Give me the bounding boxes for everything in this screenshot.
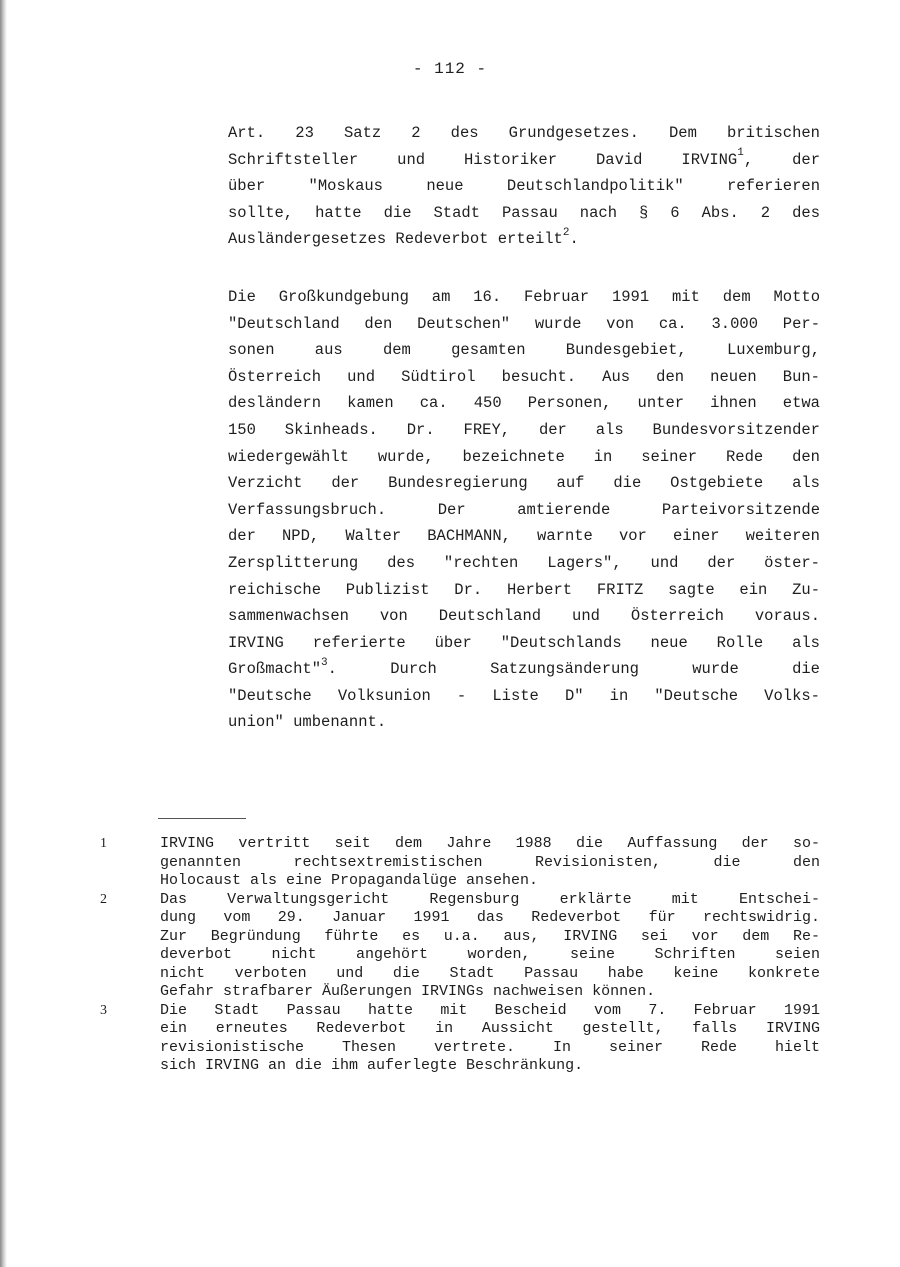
text-line [228, 550, 820, 577]
line-text: reichische Publizist Dr. Herbert FRITZ sagte ein Zu- [228, 580, 820, 599]
line-text: Art. 23 Satz 2 des Grundgesetzes. Dem britischen [228, 124, 820, 142]
footnote-line: genannten rechtsextremistischen Revisionisten, die den [160, 853, 820, 871]
text-line [228, 120, 820, 147]
line-text: "Deutsche Volksunion - Liste D" in "Deutsche Volks- [228, 686, 820, 705]
line-text: sonen aus dem gesamten Bundesgebiet, Luxemburg, [228, 341, 820, 360]
text-line [228, 683, 820, 710]
line-text: der NPD, Walter BACHMANN, warnte vor einer weiteren [228, 527, 820, 546]
text-line [228, 603, 820, 630]
footnote-marker: 3 [321, 657, 328, 670]
line-text: Schriftsteller und Historiker David IRVING [228, 150, 738, 169]
line-text: Österreich und Südtirol besucht. Aus den neuen Bun- [228, 367, 820, 386]
footnote-marker: 1 [737, 147, 744, 160]
line-text: "Deutschland den Deutschen" wurde von ca. 3.000 Per- [228, 314, 820, 333]
footnote-number: 2 [100, 891, 107, 907]
line-text: über "Moskaus neue Deutschlandpolitik" referieren [228, 177, 820, 196]
footnote-line: revisionistische Thesen vertrete. In seiner Rede hielt [160, 1038, 820, 1056]
text-line [228, 226, 820, 253]
text-line [228, 337, 820, 364]
line-text: Zersplitterung des "rechten Lagers", und der öster- [228, 553, 820, 572]
footnote-line: Das Verwaltungsgericht Regensburg erklärte mit Entschei- [160, 890, 820, 908]
footnote-line: nicht verboten und die Stadt Passau habe keine konkrete [160, 964, 820, 982]
line-text: Verzicht der Bundesregierung auf die Ostgebiete als [228, 474, 820, 493]
footnote-number: 1 [100, 836, 107, 851]
footnote-line: IRVING vertritt seit dem Jahre 1988 die Auffassung der so- [160, 835, 820, 852]
footnote-line: dung vom 29. Januar 1991 das Redeverbot für rechtswidrig. [160, 909, 820, 926]
paragraph [228, 284, 820, 736]
line-text: Verfassungsbruch. Der amtierende Parteivorsitzende [228, 500, 820, 519]
footnote-2 [100, 891, 820, 1002]
text-line [228, 200, 820, 227]
text-line [228, 311, 820, 338]
line-text: union" umbenannt. [228, 713, 387, 732]
footnote-separator [158, 818, 246, 819]
line-text: sollte, hatte die Stadt Passau nach § 6 Abs. 2 des [228, 203, 820, 222]
footnote-line: Gefahr strafbarer Äußerungen IRVINGs nachweisen können. [160, 983, 656, 1000]
page-edge-shadow [0, 0, 7, 1267]
text-line [228, 577, 820, 604]
text-line [228, 470, 820, 497]
line-text-continued: . [569, 230, 579, 249]
main-text [228, 120, 820, 736]
paragraph-gap [228, 253, 820, 284]
footnote-text [160, 835, 820, 891]
page-number: - 112 - [412, 60, 488, 78]
line-text: Ausländergesetzes Redeverbot erteilt [228, 230, 563, 249]
footnote-line: deverbot nicht angehört worden, seine Schriften seien [160, 946, 820, 963]
text-line [228, 497, 820, 524]
text-line [228, 284, 820, 311]
text-line [228, 173, 820, 200]
line-text: sammenwachsen von Deutschland und Österreich voraus. [228, 607, 820, 626]
line-text: Die Großkundgebung am 16. Februar 1991 mit dem Motto [228, 287, 820, 306]
text-line [228, 630, 820, 657]
line-text: IRVING referierte über "Deutschlands neue Rolle als [228, 633, 820, 652]
footnote-line: sich IRVING an die ihm auferlegte Beschränkung. [160, 1057, 584, 1074]
footnote-line: Zur Begründung führte es u.a. aus, IRVING sei vor dem Re- [160, 927, 820, 945]
text-line [228, 390, 820, 417]
line-text-continued: . Durch Satzungsänderung wurde die [327, 660, 820, 679]
text-line [228, 444, 820, 471]
line-text-continued: , der [743, 150, 820, 169]
line-text: 150 Skinheads. Dr. FREY, der als Bundesvorsitzender [228, 420, 820, 439]
text-line [228, 147, 820, 174]
footnote-marker: 2 [562, 227, 570, 240]
footnote-text [160, 891, 820, 1002]
footnotes [100, 835, 820, 1076]
footnote-text [160, 1002, 820, 1076]
footnote-line: Holocaust als eine Propagandalüge ansehen. [160, 872, 539, 889]
text-line [228, 523, 820, 550]
text-line [228, 656, 820, 683]
footnote-line: ein erneutes Redeverbot in Aussicht gestellt, falls IRVING [160, 1020, 820, 1037]
text-line [228, 417, 820, 444]
footnote-line: Die Stadt Passau hatte mit Bescheid vom 7. Februar 1991 [160, 1001, 820, 1019]
footnote-number: 3 [100, 1002, 107, 1018]
footnote-1 [100, 835, 820, 891]
footnote-3 [100, 1002, 820, 1076]
line-text: desländern kamen ca. 450 Personen, unter ihnen etwa [228, 394, 820, 413]
line-text: Großmacht" [228, 660, 322, 679]
text-line [228, 364, 820, 391]
line-text: wiedergewählt wurde, bezeichnete in seiner Rede den [228, 447, 820, 466]
paragraph [228, 120, 820, 253]
text-line [228, 709, 820, 736]
